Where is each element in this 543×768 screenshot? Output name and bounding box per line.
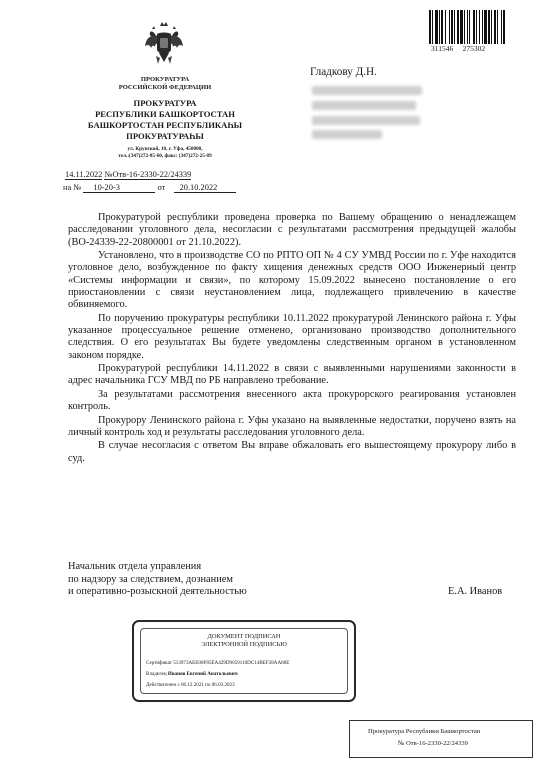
org-short-title-2: РОССИЙСКОЙ ФЕДЕРАЦИИ: [118, 84, 212, 91]
stamp-title-1: ДОКУМЕНТ ПОДПИСАН: [207, 633, 281, 640]
body-paragraph: Установлено, что в производстве СО по РПТО ОП № 4 СУ УМВД России по г. Уфе находится уголовное дело, возбужденное по факту хищения денежных средств ООО Инженерный центр «Системы информации и связи», по которому 15.09.2022 вынесено постановление о его приостановлении с связи неустановлением лица, подлежащего привлечению в качестве обвиняемого.: [68, 250, 516, 311]
org-full-title-3: БАШКОРТОСТАН РЕСПУБЛИКАҺЫ: [87, 120, 243, 130]
redacted-address: [312, 86, 424, 138]
stamp-owner: [146, 671, 238, 677]
registration-number: № Отв-16-2330-22/24339: [398, 740, 468, 747]
registration-org: Прокуратура Республики Башкортостан: [368, 728, 481, 735]
stamp-inner-border: [140, 628, 348, 694]
registration-box: [349, 720, 533, 758]
barcode-number: [431, 44, 543, 53]
ref-number: 10-20-3: [83, 183, 155, 193]
signer-position-line-3: и оперативно-розыскной деятельностью: [68, 586, 247, 598]
signer-name: Е.А. Иванов: [448, 586, 503, 597]
org-phones: тел.:(347)272-85-60, факс: (347)272-25-89: [118, 153, 212, 159]
org-address: ул. Крупской, 10, г. Уфа, 450008,: [127, 146, 203, 152]
barcode-number-left: 311546: [431, 44, 454, 53]
signer-position-line-2: по надзору за следствием, дознанием: [68, 573, 233, 585]
outgoing-number: №Отв-16-2330-22/24339: [104, 170, 192, 179]
russian-coat-of-arms-icon: [143, 20, 185, 70]
body-paragraph: Прокуратурой республики 14.11.2022 в связи с выявленными нарушениями законности в адрес начальника ГСУ МВД по РБ направлено требование.: [68, 363, 516, 387]
letter-body: [68, 212, 516, 466]
barcode: [429, 10, 529, 44]
stamp-certificate: [146, 660, 289, 666]
stamp-validity: [146, 682, 235, 688]
ref-date: 20.10.2022: [174, 183, 236, 193]
stamp-validity-label: Действителен: [146, 682, 177, 688]
stamp-title-2: ЭЛЕКТРОННОЙ ПОДПИСЬЮ: [201, 641, 287, 648]
stamp-certificate-value: 513973AEE08F85EA429D9059110DC14BEF38AA68E: [173, 660, 290, 666]
electronic-signature-stamp: [132, 620, 356, 702]
org-full-title-1: ПРОКУРАТУРА: [133, 98, 197, 108]
outgoing-reference: [65, 170, 270, 180]
outgoing-date: 14.11.2022: [65, 170, 103, 179]
org-short-title-1: ПРОКУРАТУРА: [140, 76, 190, 83]
ref-from: от: [157, 183, 166, 192]
body-paragraph: Прокуратурой республики проведена проверка по Вашему обращению о ненадлежащем расследовании уголовного дела, несогласии с результатами рассмотрения предыдущей жалобы (ВО-24339-22-20800001 от 21.10.2022).: [68, 212, 516, 248]
org-full-title-2: РЕСПУБЛИКИ БАШКОРТОСТАН: [95, 109, 235, 119]
signer-position: [68, 561, 348, 599]
body-paragraph: Прокурору Ленинского района г. Уфы указано на выявленные недостатки, поручено взять на личный контроль ход и результаты расследования уголовного дела.: [68, 414, 516, 438]
ref-prefix: на №: [63, 183, 82, 192]
stamp-owner-label: Владелец: [146, 671, 167, 677]
barcode-number-right: 275302: [462, 44, 486, 53]
stamp-certificate-label: Сертификат: [146, 660, 172, 666]
stamp-validity-value: с 06.12.2021 по 06.03.2023: [177, 682, 235, 688]
incoming-reference: [63, 183, 273, 193]
body-paragraph: По поручению прокуратуры республики 10.11.2022 прокуратурой Ленинского района г. Уфы указанное процессуальное решение отменено, организовано производство дополнительного следствия. О его результатах Вы будете уведомлены следственным органом в установленном законом порядке.: [68, 312, 516, 361]
body-paragraph: В случае несогласия с ответом Вы вправе обжаловать его вышестоящему прокурору либо в суд.: [68, 440, 516, 464]
stamp-owner-value: Иванов Евгений Анатольевич: [167, 671, 238, 677]
body-paragraph: За результатами рассмотрения внесенного акта прокурорского реагирования установлен контроль.: [68, 388, 516, 413]
signer-position-line-1: Начальник отдела управления: [68, 561, 202, 572]
org-full-title-4: ПРОКУРАТУРАҺЫ: [126, 131, 204, 141]
addressee-name: Гладкову Д.Н.: [310, 66, 377, 78]
